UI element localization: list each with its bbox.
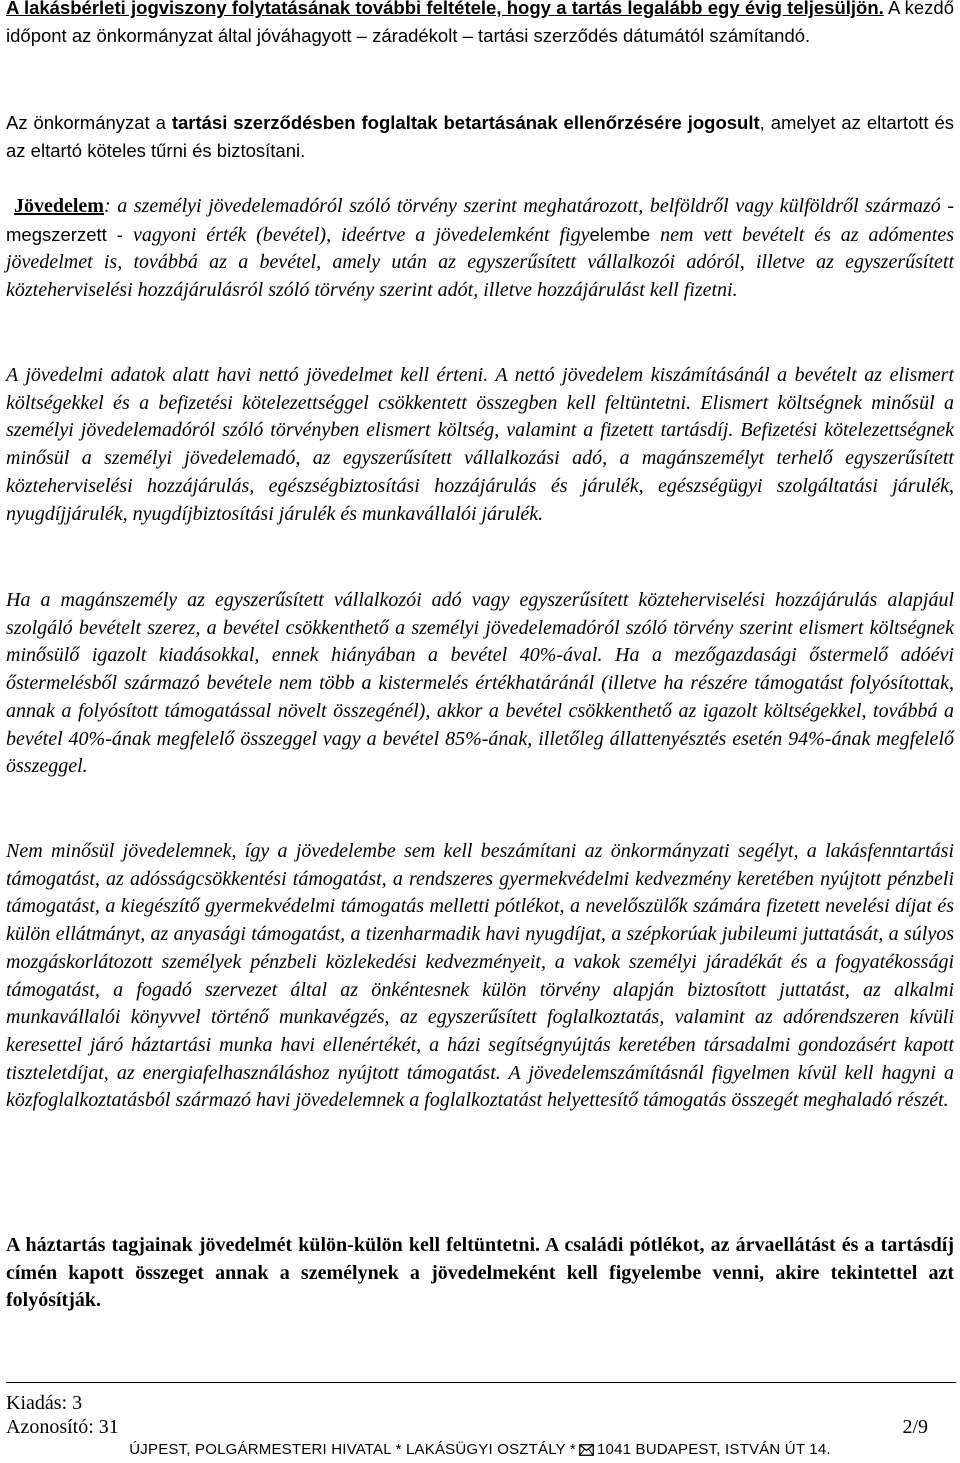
paragraph-text: nem vett bevételt és az adómentes jövedelmet is, továbbá az a bevétel, amely után az egyszerűsített vállalkozói adóról, illetve az egyszerűsített közteherviselési hozzájárulásról szóló törvény szerint adót, illetve hozzájárulást kell fizetni. [6,223,954,302]
paragraph-text: Az önkormányzat a [6,112,172,133]
paragraph-egyszerusitett-vallalkozoi-ado: Ha a magánszemély az egyszerűsített vállalkozói adó vagy egyszerűsített közteherviselési hozzájárulás alapjául szolgáló bevételt szerez, a bevétel csökkenthető a személyi jövedelemadóról szóló törvény szerint elismert költségnek minősülő igazolt kiadásokkal, ennek hiányában a bevétel 40%-ával. Ha a mezőgazdasági őstermelő adóévi őstermelésből származó bevétele nem több a kistermelés értékhatáránál (illetve ha részére támogatást folyósítottak, annak a folyósított támogatással növelt összegénél), akkor a bevétel csökkenthető az igazolt költségekkel, továbbá a bevétel 40%-ának megfelelő összeggel vagy a bevétel 85%-ának, illetőleg állattenyésztés esetén 94%-ának megfelelő összeggel. [6,589,954,778]
footer-address [0,1440,960,1462]
paragraph-text-upright: megszerzett - [6,223,134,245]
page-number: 2/9 [902,1416,928,1438]
paragraph-nem-minosul-jovedelemnek: Nem minősül jövedelemnek, így a jövedelembe sem kell beszámítani az önkormányzati segélyt, a lakásfenntartási támogatást, az adósságcsökkentési támogatást, a rendszeres gyermekvédelmi kedvezmény keretében nyújtott pénzbeli támogatást, a kiegészítő gyermekvédelmi támogatás melletti pótlékot, a nevelőszülők számára fizetett nevelési díjat és külön ellátmányt, az anyasági támogatást, a tizenharmadik havi nyugdíjat, a szépkorúak jubileumi juttatását, a súlyos mozgáskorlátozott személyek pénzbeli közlekedési kedvezményeit, a vakok személyi járadékát és a fogyatékossági támogatást, a fogadó szervezet által az önkéntesnek külön törvény alapján biztosított juttatást, az alkalmi munkavállalói könyvvel történő munkavégzés, az egyszerűsített foglalkoztatás, valamint az adórendszeren kívüli keresettel járó háztartási munka havi ellenértékét, a házi segítségnyújtás keretében társadalmi gondozásért kapott tiszteletdíjat, az energiafelhasználáshoz nyújtott támogatást. A jövedelemszámításnál figyelmen kívül kell hagyni a közfoglalkoztatásból származó havi jövedelemnek a foglalkoztatást helyettesítő támogatás összegét meghaladó részét. [6,840,954,1112]
paragraph-text: A kezdő időpont az önkormányzat által jóváhagyott – záradékolt – tartási szerződés dátumától számítandó. [6,0,954,46]
paragraph-jovedelem-definicio [6,192,954,305]
address-office: ÚJPEST, POLGÁRMESTERI HIVATAL * LAKÁSÜGYI OSZTÁLY * [129,1441,576,1458]
term-jovedelem: Jövedelem [14,195,104,217]
paragraph-tartas-feltetel [6,0,954,50]
footer-kiadas: Kiadás: 3 [6,1392,83,1414]
paragraph-text: , amelyet az eltartott és az eltartó köteles tűrni és biztosítani. [6,112,954,161]
footer-divider [6,1382,956,1383]
paragraph-text: vagyoni érték (bevétel), ideértve a jövedelemként figy [133,223,590,246]
bold-phrase: tartási szerződésben foglaltak betartásának ellenőrzésére jogosult [171,112,760,133]
paragraph-netto-jovedelem: A jövedelmi adatok alatt havi nettó jövedelmet kell érteni. A nettó jövedelem kiszámításánál a bevételt az elismert költségekkel és a befizetési kötelezettséggel csökkentett összegben kell feltüntetni. Elismert költségnek minősül a személyi jövedelemadóról szóló törvényben elismert költség, valamint a fizetett tartásdíj. Befizetési kötelezettségnek minősül a személyi jövedelemadó, az egyszerűsített vállalkozási adó, a magánszemélyt terhelő egyszerűsített közteherviselési hozzájárulás, egészségbiztosítási hozzájárulás és járulék, egészségügyi szolgáltatási járulék, nyugdíjjárulék, nyugdíjbiztosítási járulék és munkavállalói járulék. [6,364,954,525]
bold-underlined-sentence: A lakásbérleti jogviszony folytatásának további feltétele, hogy a tartás legalább egy évig teljesüljön. [6,0,884,18]
paragraph-text-upright: elembe [589,223,651,245]
address-street: 1041 BUDAPEST, ISTVÁN ÚT 14. [596,1441,831,1458]
footer-azonosito: Azonosító: 31 [6,1416,119,1438]
paragraph-ellenorzes [6,109,954,165]
paragraph-haztartas-tagjai: A háztartás tagjainak jövedelmét külön-külön kell feltüntetni. A családi pótlékot, az árvaellátást és a tartásdíj címén kapott összeget annak a személynek a jövedelmeként kell figyelembe venni, akire tekintettel azt folyósítják. [6,1234,954,1312]
paragraph-text: : a személyi jövedelemadóról szóló törvény szerint meghatározott, belföldről vagy külföldről származó - [103,195,954,217]
envelope-icon [579,1442,594,1462]
